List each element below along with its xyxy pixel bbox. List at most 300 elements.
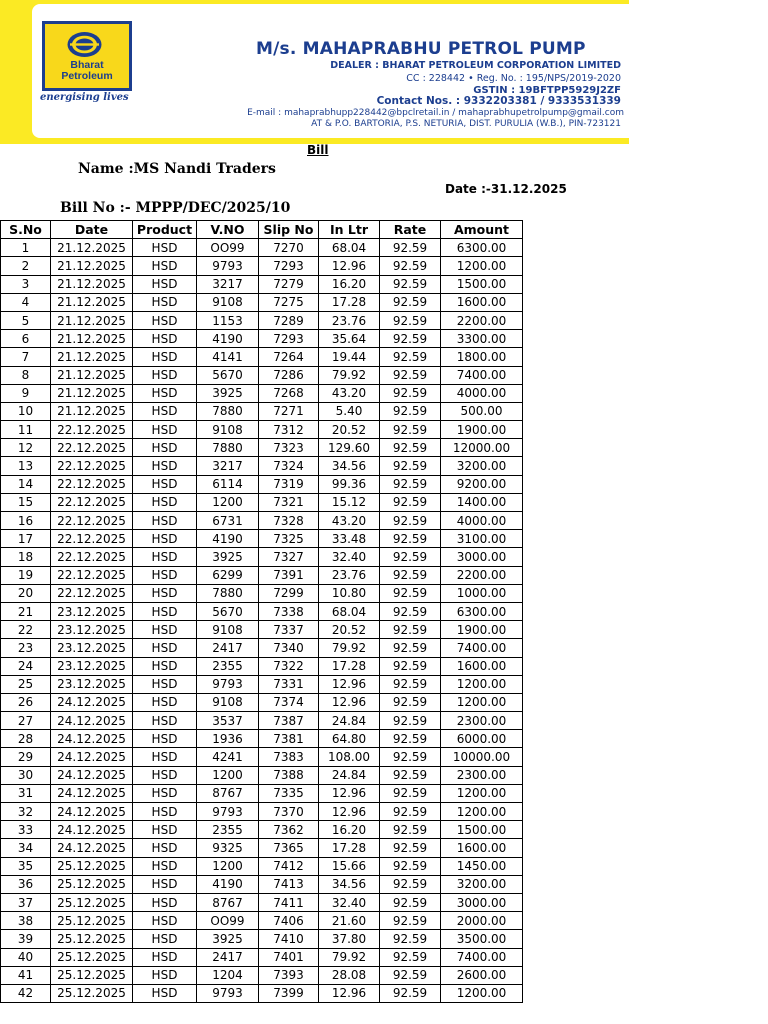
cell-date: 22.12.2025: [51, 512, 133, 530]
cell-slip-no: 7323: [259, 439, 319, 457]
cell-vno: 7880: [197, 584, 259, 602]
cell-slip-no: 7286: [259, 366, 319, 384]
cell-slip-no: 7383: [259, 748, 319, 766]
cell-date: 21.12.2025: [51, 239, 133, 257]
cell-in-ltr: 5.40: [319, 402, 380, 420]
cell-date: 24.12.2025: [51, 712, 133, 730]
cell-in-ltr: 20.52: [319, 621, 380, 639]
table-row: [1, 493, 523, 511]
cell-amount: 1450.00: [441, 857, 523, 875]
cell-rate: 92.59: [380, 621, 441, 639]
cell-date: 22.12.2025: [51, 457, 133, 475]
cell-amount: 3200.00: [441, 457, 523, 475]
cell-slip-no: 7270: [259, 239, 319, 257]
table-header-row: [1, 221, 523, 239]
cell-in-ltr: 17.28: [319, 839, 380, 857]
cell-in-ltr: 99.36: [319, 475, 380, 493]
letterhead: [0, 0, 629, 144]
cell-slip-no: 7388: [259, 766, 319, 784]
cell-sno: 41: [1, 966, 51, 984]
cell-sno: 14: [1, 475, 51, 493]
cell-date: 24.12.2025: [51, 693, 133, 711]
table-row: [1, 275, 523, 293]
table-row: [1, 421, 523, 439]
cell-rate: 92.59: [380, 784, 441, 802]
table-row: [1, 311, 523, 329]
cell-slip-no: 7337: [259, 621, 319, 639]
cell-slip-no: 7391: [259, 566, 319, 584]
cell-in-ltr: 16.20: [319, 275, 380, 293]
cell-product: HSD: [133, 857, 197, 875]
cell-rate: 92.59: [380, 330, 441, 348]
cell-amount: 1600.00: [441, 839, 523, 857]
cell-sno: 18: [1, 548, 51, 566]
table-row: [1, 639, 523, 657]
cell-rate: 92.59: [380, 239, 441, 257]
cell-product: HSD: [133, 293, 197, 311]
column-header-date: Date: [51, 221, 133, 239]
tagline: energising lives: [40, 92, 129, 103]
cell-sno: 33: [1, 821, 51, 839]
cell-slip-no: 7331: [259, 675, 319, 693]
cell-sno: 22: [1, 621, 51, 639]
cell-slip-no: 7335: [259, 784, 319, 802]
cell-vno: 2355: [197, 821, 259, 839]
cell-amount: 7400.00: [441, 639, 523, 657]
cell-vno: 9108: [197, 693, 259, 711]
table-row: [1, 966, 523, 984]
cell-sno: 19: [1, 566, 51, 584]
cell-rate: 92.59: [380, 548, 441, 566]
cell-date: 24.12.2025: [51, 730, 133, 748]
cell-vno: 2355: [197, 657, 259, 675]
cell-slip-no: 7325: [259, 530, 319, 548]
cell-amount: 3000.00: [441, 548, 523, 566]
cell-slip-no: 7321: [259, 493, 319, 511]
cell-vno: 2417: [197, 948, 259, 966]
cell-rate: 92.59: [380, 803, 441, 821]
cell-amount: 3200.00: [441, 875, 523, 893]
cell-slip-no: 7410: [259, 930, 319, 948]
cell-rate: 92.59: [380, 293, 441, 311]
cell-product: HSD: [133, 548, 197, 566]
cell-amount: 2200.00: [441, 311, 523, 329]
cell-slip-no: 7293: [259, 257, 319, 275]
cell-date: 23.12.2025: [51, 602, 133, 620]
table-row: [1, 348, 523, 366]
address-line: AT & P.O. BARTORIA, P.S. NETURIA, DIST. PURULIA (W.B.), PIN-723121: [311, 119, 621, 129]
cell-date: 22.12.2025: [51, 475, 133, 493]
cell-rate: 92.59: [380, 984, 441, 1002]
cell-in-ltr: 43.20: [319, 384, 380, 402]
contact-line: Contact Nos. : 9332203381 / 9333531339: [376, 95, 621, 107]
cell-product: HSD: [133, 693, 197, 711]
cell-rate: 92.59: [380, 457, 441, 475]
cell-slip-no: 7401: [259, 948, 319, 966]
column-header-amount: Amount: [441, 221, 523, 239]
cell-in-ltr: 19.44: [319, 348, 380, 366]
cell-date: 24.12.2025: [51, 803, 133, 821]
cell-slip-no: 7289: [259, 311, 319, 329]
cell-product: HSD: [133, 475, 197, 493]
cell-slip-no: 7322: [259, 657, 319, 675]
cell-slip-no: 7340: [259, 639, 319, 657]
cell-product: HSD: [133, 584, 197, 602]
cell-slip-no: 7411: [259, 893, 319, 911]
cell-slip-no: 7312: [259, 421, 319, 439]
cell-in-ltr: 79.92: [319, 639, 380, 657]
cell-in-ltr: 17.28: [319, 293, 380, 311]
cell-sno: 28: [1, 730, 51, 748]
cell-sno: 12: [1, 439, 51, 457]
cell-date: 21.12.2025: [51, 402, 133, 420]
cell-in-ltr: 20.52: [319, 421, 380, 439]
cell-date: 23.12.2025: [51, 675, 133, 693]
cell-amount: 10000.00: [441, 748, 523, 766]
cell-rate: 92.59: [380, 821, 441, 839]
party-name: Name :MS Nandi Traders: [78, 161, 276, 177]
dealer-line: DEALER : BHARAT PETROLEUM CORPORATION LIMITED: [330, 60, 621, 71]
cell-in-ltr: 10.80: [319, 584, 380, 602]
cell-vno: 6731: [197, 512, 259, 530]
cell-slip-no: 7413: [259, 875, 319, 893]
cell-sno: 32: [1, 803, 51, 821]
cell-amount: 1200.00: [441, 675, 523, 693]
cell-sno: 8: [1, 366, 51, 384]
table-row: [1, 803, 523, 821]
cell-amount: 3500.00: [441, 930, 523, 948]
cell-in-ltr: 24.84: [319, 712, 380, 730]
cell-slip-no: 7299: [259, 584, 319, 602]
cell-date: 22.12.2025: [51, 439, 133, 457]
cell-sno: 9: [1, 384, 51, 402]
cell-product: HSD: [133, 966, 197, 984]
cell-date: 25.12.2025: [51, 930, 133, 948]
table-row: [1, 330, 523, 348]
cell-rate: 92.59: [380, 893, 441, 911]
cell-amount: 1900.00: [441, 421, 523, 439]
cell-in-ltr: 12.96: [319, 803, 380, 821]
cell-date: 21.12.2025: [51, 275, 133, 293]
table-row: [1, 766, 523, 784]
cell-vno: 3925: [197, 930, 259, 948]
cell-product: HSD: [133, 839, 197, 857]
table-row: [1, 712, 523, 730]
cell-sno: 24: [1, 657, 51, 675]
cell-vno: 6299: [197, 566, 259, 584]
cell-rate: 92.59: [380, 402, 441, 420]
cell-amount: 6300.00: [441, 602, 523, 620]
cell-sno: 11: [1, 421, 51, 439]
cell-amount: 12000.00: [441, 439, 523, 457]
cell-vno: 9793: [197, 257, 259, 275]
column-header-slip-no: Slip No: [259, 221, 319, 239]
table-body: [1, 239, 523, 1003]
cell-date: 25.12.2025: [51, 912, 133, 930]
table-row: [1, 293, 523, 311]
cell-vno: 3217: [197, 275, 259, 293]
cell-sno: 27: [1, 712, 51, 730]
cell-vno: 1200: [197, 766, 259, 784]
table-row: [1, 657, 523, 675]
table-row: [1, 912, 523, 930]
cell-product: HSD: [133, 930, 197, 948]
registration-line: CC : 228442 • Reg. No. : 195/NPS/2019-2020: [406, 73, 621, 84]
cell-product: HSD: [133, 275, 197, 293]
cell-sno: 31: [1, 784, 51, 802]
cell-date: 21.12.2025: [51, 293, 133, 311]
cell-slip-no: 7412: [259, 857, 319, 875]
cell-date: 22.12.2025: [51, 530, 133, 548]
cell-in-ltr: 21.60: [319, 912, 380, 930]
table-row: [1, 239, 523, 257]
cell-product: HSD: [133, 621, 197, 639]
table-row: [1, 675, 523, 693]
cell-amount: 1200.00: [441, 803, 523, 821]
cell-in-ltr: 68.04: [319, 602, 380, 620]
cell-slip-no: 7406: [259, 912, 319, 930]
cell-date: 24.12.2025: [51, 839, 133, 857]
cell-slip-no: 7393: [259, 966, 319, 984]
cell-rate: 92.59: [380, 439, 441, 457]
cell-vno: 5670: [197, 366, 259, 384]
column-header-product: Product: [133, 221, 197, 239]
bill-title: Bill: [307, 143, 329, 157]
cell-slip-no: 7387: [259, 712, 319, 730]
table-row: [1, 384, 523, 402]
cell-date: 24.12.2025: [51, 784, 133, 802]
cell-rate: 92.59: [380, 657, 441, 675]
table-row: [1, 366, 523, 384]
cell-rate: 92.59: [380, 948, 441, 966]
cell-vno: 4190: [197, 875, 259, 893]
cell-product: HSD: [133, 421, 197, 439]
cell-date: 24.12.2025: [51, 748, 133, 766]
cell-in-ltr: 12.96: [319, 784, 380, 802]
cell-sno: 34: [1, 839, 51, 857]
cell-in-ltr: 24.84: [319, 766, 380, 784]
cell-rate: 92.59: [380, 839, 441, 857]
cell-rate: 92.59: [380, 566, 441, 584]
cell-vno: 7880: [197, 439, 259, 457]
table-row: [1, 893, 523, 911]
cell-sno: 17: [1, 530, 51, 548]
cell-sno: 6: [1, 330, 51, 348]
cell-date: 21.12.2025: [51, 330, 133, 348]
cell-product: HSD: [133, 984, 197, 1002]
cell-amount: 2300.00: [441, 766, 523, 784]
cell-sno: 1: [1, 239, 51, 257]
table-row: [1, 748, 523, 766]
cell-sno: 10: [1, 402, 51, 420]
cell-vno: 3925: [197, 548, 259, 566]
cell-in-ltr: 32.40: [319, 893, 380, 911]
cell-product: HSD: [133, 657, 197, 675]
table-row: [1, 530, 523, 548]
cell-product: HSD: [133, 712, 197, 730]
cell-vno: 3925: [197, 384, 259, 402]
cell-vno: 5670: [197, 602, 259, 620]
cell-amount: 1600.00: [441, 657, 523, 675]
cell-vno: 8767: [197, 784, 259, 802]
cell-amount: 1500.00: [441, 821, 523, 839]
column-header-vno: V.NO: [197, 221, 259, 239]
cell-sno: 30: [1, 766, 51, 784]
table-row: [1, 784, 523, 802]
cell-vno: 1204: [197, 966, 259, 984]
cell-rate: 92.59: [380, 584, 441, 602]
logo-text: [45, 60, 129, 82]
cell-slip-no: 7327: [259, 548, 319, 566]
table-row: [1, 439, 523, 457]
cell-slip-no: 7362: [259, 821, 319, 839]
cell-amount: 3100.00: [441, 530, 523, 548]
cell-vno: 1200: [197, 857, 259, 875]
cell-vno: 9108: [197, 293, 259, 311]
cell-date: 22.12.2025: [51, 584, 133, 602]
cell-in-ltr: 17.28: [319, 657, 380, 675]
cell-in-ltr: 12.96: [319, 693, 380, 711]
cell-date: 22.12.2025: [51, 421, 133, 439]
cell-vno: 1200: [197, 493, 259, 511]
cell-product: HSD: [133, 784, 197, 802]
bpcl-emblem-icon: [66, 31, 103, 58]
cell-product: HSD: [133, 457, 197, 475]
cell-in-ltr: 68.04: [319, 239, 380, 257]
cell-amount: 1500.00: [441, 275, 523, 293]
table-row: [1, 984, 523, 1002]
cell-product: HSD: [133, 639, 197, 657]
cell-slip-no: 7268: [259, 384, 319, 402]
cell-date: 22.12.2025: [51, 566, 133, 584]
cell-amount: 1200.00: [441, 784, 523, 802]
cell-in-ltr: 33.48: [319, 530, 380, 548]
cell-rate: 92.59: [380, 730, 441, 748]
cell-in-ltr: 16.20: [319, 821, 380, 839]
gstin-line: GSTIN : 19BFTPP5929J2ZF: [473, 85, 621, 96]
cell-vno: 4190: [197, 330, 259, 348]
bharat-petroleum-logo: [42, 21, 132, 91]
cell-product: HSD: [133, 493, 197, 511]
cell-sno: 20: [1, 584, 51, 602]
cell-amount: 500.00: [441, 402, 523, 420]
cell-vno: 6114: [197, 475, 259, 493]
cell-sno: 13: [1, 457, 51, 475]
cell-rate: 92.59: [380, 930, 441, 948]
cell-amount: 9200.00: [441, 475, 523, 493]
cell-date: 21.12.2025: [51, 257, 133, 275]
cell-amount: 1000.00: [441, 584, 523, 602]
table-row: [1, 821, 523, 839]
cell-product: HSD: [133, 239, 197, 257]
cell-in-ltr: 12.96: [319, 984, 380, 1002]
cell-amount: 4000.00: [441, 384, 523, 402]
table-row: [1, 839, 523, 857]
table-row: [1, 693, 523, 711]
cell-date: 21.12.2025: [51, 366, 133, 384]
table-row: [1, 875, 523, 893]
cell-amount: 1200.00: [441, 984, 523, 1002]
cell-rate: 92.59: [380, 384, 441, 402]
cell-amount: 2200.00: [441, 566, 523, 584]
cell-date: 24.12.2025: [51, 821, 133, 839]
cell-in-ltr: 79.92: [319, 948, 380, 966]
cell-date: 24.12.2025: [51, 766, 133, 784]
cell-rate: 92.59: [380, 748, 441, 766]
cell-vno: 7880: [197, 402, 259, 420]
cell-amount: 2300.00: [441, 712, 523, 730]
cell-product: HSD: [133, 766, 197, 784]
cell-sno: 16: [1, 512, 51, 530]
cell-product: HSD: [133, 602, 197, 620]
cell-rate: 92.59: [380, 912, 441, 930]
cell-vno: OO99: [197, 239, 259, 257]
cell-vno: 4141: [197, 348, 259, 366]
cell-rate: 92.59: [380, 421, 441, 439]
cell-vno: 9793: [197, 984, 259, 1002]
table-row: [1, 566, 523, 584]
cell-slip-no: 7338: [259, 602, 319, 620]
cell-sno: 37: [1, 893, 51, 911]
cell-sno: 21: [1, 602, 51, 620]
cell-rate: 92.59: [380, 766, 441, 784]
cell-rate: 92.59: [380, 602, 441, 620]
cell-date: 25.12.2025: [51, 875, 133, 893]
cell-vno: 8767: [197, 893, 259, 911]
cell-rate: 92.59: [380, 493, 441, 511]
cell-rate: 92.59: [380, 475, 441, 493]
cell-date: 21.12.2025: [51, 348, 133, 366]
table-row: [1, 857, 523, 875]
cell-rate: 92.59: [380, 512, 441, 530]
cell-date: 23.12.2025: [51, 639, 133, 657]
cell-product: HSD: [133, 566, 197, 584]
cell-product: HSD: [133, 912, 197, 930]
cell-vno: 9793: [197, 675, 259, 693]
cell-amount: 4000.00: [441, 512, 523, 530]
cell-sno: 25: [1, 675, 51, 693]
table-row: [1, 475, 523, 493]
cell-in-ltr: 12.96: [319, 675, 380, 693]
cell-product: HSD: [133, 512, 197, 530]
cell-rate: 92.59: [380, 639, 441, 657]
cell-sno: 35: [1, 857, 51, 875]
cell-rate: 92.59: [380, 275, 441, 293]
table-row: [1, 257, 523, 275]
cell-date: 23.12.2025: [51, 621, 133, 639]
table-row: [1, 930, 523, 948]
cell-rate: 92.59: [380, 712, 441, 730]
cell-sno: 4: [1, 293, 51, 311]
cell-slip-no: 7271: [259, 402, 319, 420]
cell-vno: 9108: [197, 421, 259, 439]
firm-name: M/s. MAHAPRABHU PETROL PUMP: [256, 39, 586, 59]
cell-vno: 9793: [197, 803, 259, 821]
cell-slip-no: 7374: [259, 693, 319, 711]
cell-product: HSD: [133, 875, 197, 893]
cell-vno: 3217: [197, 457, 259, 475]
cell-product: HSD: [133, 530, 197, 548]
cell-vno: 1936: [197, 730, 259, 748]
cell-amount: 1400.00: [441, 493, 523, 511]
cell-date: 25.12.2025: [51, 984, 133, 1002]
cell-product: HSD: [133, 948, 197, 966]
cell-in-ltr: 34.56: [319, 457, 380, 475]
cell-sno: 39: [1, 930, 51, 948]
bill-items-table: [0, 220, 523, 1003]
cell-amount: 1200.00: [441, 257, 523, 275]
cell-rate: 92.59: [380, 530, 441, 548]
